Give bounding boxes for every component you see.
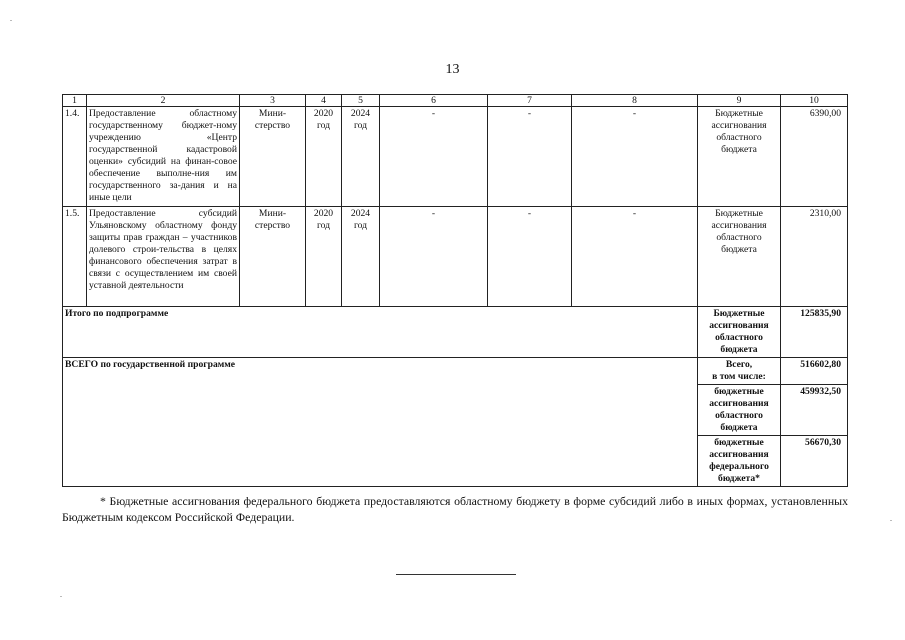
col8-cell: -	[572, 207, 698, 307]
separator-line	[396, 574, 516, 575]
funding-source-cell: Бюджетные ассигнования областного бюджета	[698, 207, 781, 307]
measure-description: Предоставление субсидий Ульяновскому областному фонду защиты прав граждан – участников долевого строи-тельства в целях финансового обеспечения затрат в связи с осуществлением им своей уставной деятельности	[87, 207, 240, 307]
amount-cell: 2310,00	[781, 207, 848, 307]
header-cell: 2	[87, 95, 240, 107]
header-cell: 8	[572, 95, 698, 107]
table-row	[63, 207, 848, 307]
end-year-cell: 2024 год	[342, 107, 380, 207]
end-year-cell: 2024 год	[342, 207, 380, 307]
subtotal-source-cell: Бюджетные ассигнования областного бюджета	[698, 307, 781, 358]
start-year-cell: 2020 год	[306, 207, 342, 307]
amount-cell: 6390,00	[781, 107, 848, 207]
federal-amount: 56670,30	[781, 436, 848, 487]
budget-table	[62, 94, 848, 487]
col8-cell: -	[572, 107, 698, 207]
subtotal-label: Итого по подпрограмме	[63, 307, 698, 358]
header-cell: 10	[781, 95, 848, 107]
executor-cell: Мини- стерство	[240, 207, 306, 307]
scan-artifact	[10, 20, 12, 21]
subtotal-amount: 125835,90	[781, 307, 848, 358]
header-cell: 7	[488, 95, 572, 107]
measure-description: Предоставление областному государственному бюджет-ному учреждению «Центр государственной кадастровой оценки» субсидий на финан-совое обеспечение выполне-ния им государственного за-дания и на иные цели	[87, 107, 240, 207]
start-year-cell: 2020 год	[306, 107, 342, 207]
federal-source-cell: бюджетные ассигнования федерального бюджета*	[698, 436, 781, 487]
table-header-row	[63, 95, 848, 107]
total-label: ВСЕГО по государственной программе	[63, 358, 698, 487]
header-cell: 9	[698, 95, 781, 107]
header-cell: 4	[306, 95, 342, 107]
header-cell: 1	[63, 95, 87, 107]
header-cell: 3	[240, 95, 306, 107]
regional-source-cell: бюджетные ассигнования областного бюджета	[698, 385, 781, 436]
scan-artifact	[60, 596, 62, 597]
total-amount: 516602,80	[781, 358, 848, 385]
funding-source-cell: Бюджетные ассигнования областного бюджета	[698, 107, 781, 207]
regional-amount: 459932,50	[781, 385, 848, 436]
scan-artifact	[890, 520, 892, 521]
header-cell: 5	[342, 95, 380, 107]
table-row	[63, 107, 848, 207]
executor-cell: Мини- стерство	[240, 107, 306, 207]
row-number: 1.5.	[63, 207, 87, 307]
row-number: 1.4.	[63, 107, 87, 207]
col7-cell: -	[488, 207, 572, 307]
footnote-text: * Бюджетные ассигнования федерального бюджета предоставляются областному бюджету в форме субсидий либо в иных формах, установленных Бюджетным кодексом Российской Федерации.	[62, 494, 848, 524]
col7-cell: -	[488, 107, 572, 207]
col6-cell: -	[380, 107, 488, 207]
page-number: 13	[445, 62, 460, 77]
subtotal-row	[63, 307, 848, 358]
total-source-cell: Всего, в том числе:	[698, 358, 781, 385]
footnote	[62, 493, 848, 525]
col6-cell: -	[380, 207, 488, 307]
total-row	[63, 358, 848, 385]
header-cell: 6	[380, 95, 488, 107]
